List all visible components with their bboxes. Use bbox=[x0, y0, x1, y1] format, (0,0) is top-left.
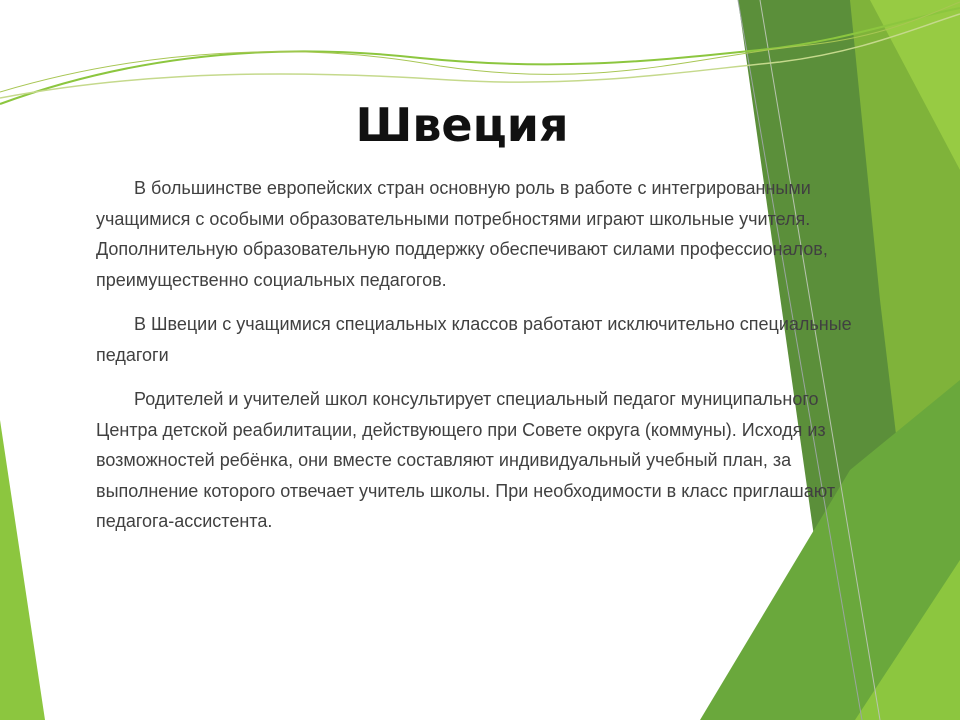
paragraph: В большинстве европейских стран основную роль в работе с интегрированными учащимися с особыми образовательными потребностями играют школьные учителя. Дополнительную образовательную поддержку обеспечивают силами профессионалов, преимущественно социальных педагогов. bbox=[96, 178, 828, 290]
slide-body bbox=[96, 173, 876, 551]
paragraph: В Швеции с учащимися специальных классов работают исключительно специальные педагоги bbox=[96, 314, 852, 365]
slide-title: Швеция bbox=[355, 98, 569, 152]
paragraph: Родителей и учителей школ консультирует специальный педагог муниципального Центра детской реабилитации, действующего при Совете округа (коммуны). Исходя из возможностей ребёнка, они вместе составляют индивидуальный учебный план, за выполнение которого отвечает учитель школы. При необходимости в класс приглашают педагога-ассистента. bbox=[96, 389, 836, 531]
left-green-shape bbox=[0, 420, 45, 720]
